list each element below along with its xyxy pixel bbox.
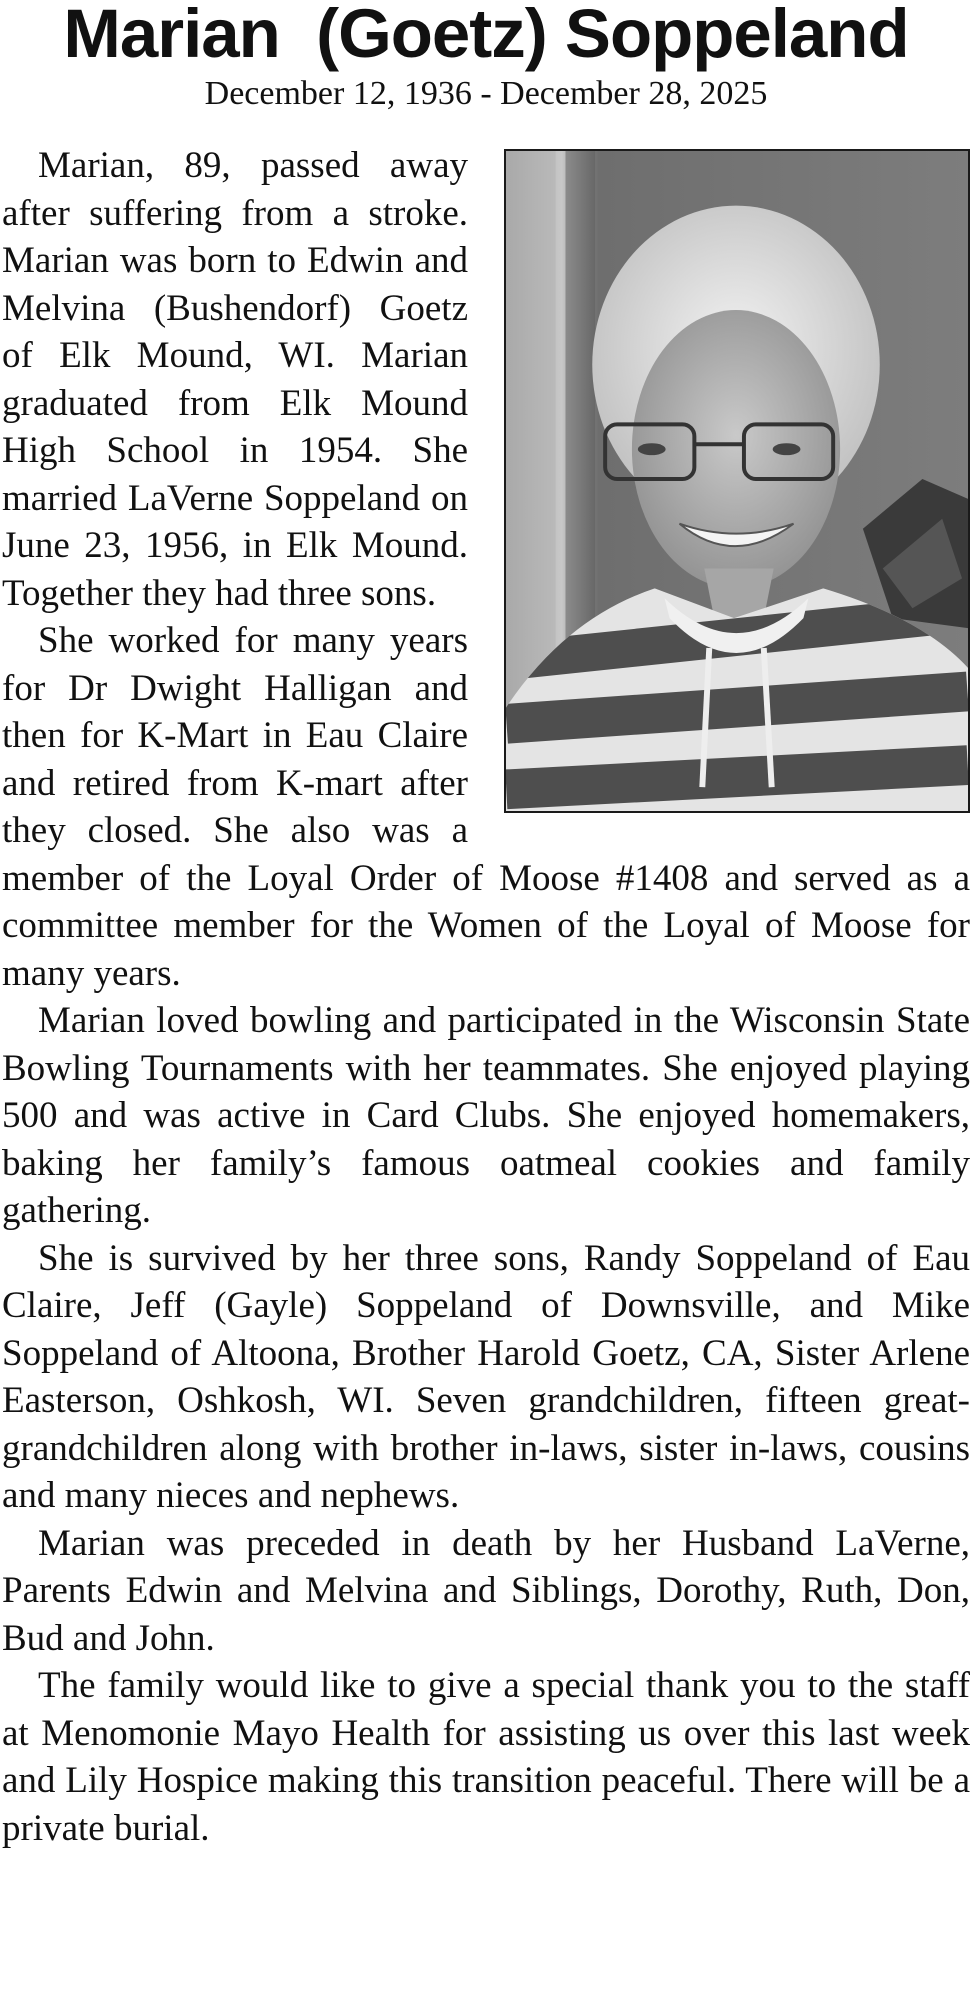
- portrait-photo: [504, 149, 970, 813]
- obituary-paragraph-survivors: She is survived by her three sons, Randy Soppeland of Eau Claire, Jeff (Gayle) Soppeland of Downsville, and Mike Soppeland of Altoona, Brother Harold Goetz, CA, Sister Arlene Easterson, Oshkosh, WI. Seven grandchildren, fifteen great-grandchildren along with brother in-laws, sister in-laws, cousins and many nieces and nephews.: [2, 1237, 970, 1516]
- obituary-paragraph-work: She worked for many years for Dr Dwight Halligan and then for K-Mart in Eau Claire and retired from K-mart after they closed. She also was a member of the Loyal Order of Moose #1408 and served as a committee member for the Women of the Loyal of Moose for many years.: [2, 620, 970, 994]
- obituary-body: [2, 142, 970, 1852]
- portrait-photo-icon: [506, 151, 968, 811]
- obituary-paragraph-intro: Marian, 89, passed away after suffering from a stroke. Marian was born to Edwin and Melvina (Bushendorf) Goetz of Elk Mound, WI. Marian graduated from Elk Mound High School in 1954. She married LaVerne Soppeland on June 23, 1956, in Elk Mound. Together they had three sons.: [2, 145, 468, 614]
- obituary-paragraph-hobbies: Marian loved bowling and participated in the Wisconsin State Bowling Tournaments with her teammates. She enjoyed playing 500 and was active in Card Clubs. She enjoyed homemakers, baking her family’s famous oatmeal cookies and family gathering.: [2, 1000, 970, 1231]
- obituary-dates: December 12, 1936 - December 28, 2025: [204, 75, 768, 112]
- obituary-name: Marian (Goetz) Soppeland: [63, 0, 909, 72]
- obituary-paragraph-thanks: The family would like to give a special thank you to the staff at Menomonie Mayo Health for assisting us over this last week and Lily Hospice making this transition peaceful. There will be a private burial.: [2, 1665, 970, 1849]
- obituary-paragraph-preceded: Marian was preceded in death by her Husband LaVerne, Parents Edwin and Melvina and Siblings, Dorothy, Ruth, Don, Bud and John.: [2, 1522, 970, 1659]
